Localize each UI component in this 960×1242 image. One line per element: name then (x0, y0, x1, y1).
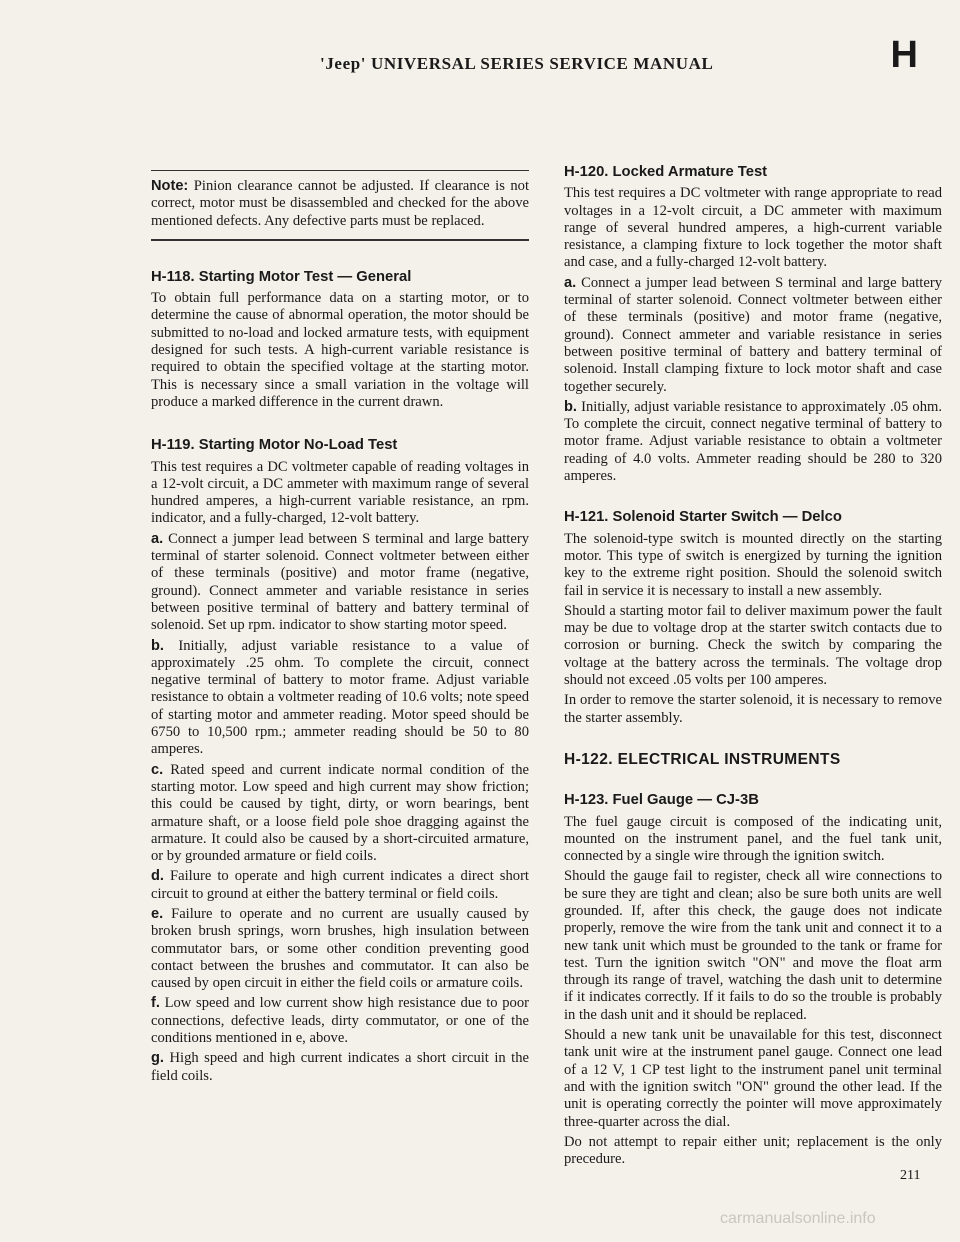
watermark: carmanualsonline.info (720, 1210, 876, 1227)
note-box (151, 170, 529, 241)
section-heading: H-123. Fuel Gauge — CJ-3B (564, 792, 759, 809)
list-item (151, 868, 529, 903)
list-item (564, 275, 942, 396)
item-label: g. (151, 1050, 164, 1067)
list-item (151, 1050, 529, 1085)
item-text: Rated speed and current indicate normal condition of the starting motor. Low speed and high current may show friction; this could be caused by tight, dirty, or worn bearings, bent armature shaft, or a loose field pole shoe dragging against the armature. It could also be caused by a short-circuited armature, or by grounded armature or field coils. (151, 761, 529, 865)
item-text: Connect a jumper lead between S terminal and large battery terminal of starter solenoid. Connect voltmeter between either of these terminals (positive) and motor frame (negative, ground). Connect ammeter and variable resistance in series between positive terminal of battery and battery terminal of solenoid. Install clamping fixture to lock motor shaft and case together securely. (564, 274, 942, 395)
section-h119 (151, 437, 529, 1085)
section-h122 (564, 751, 942, 768)
section-heading: H-118. Starting Motor Test — General (151, 268, 412, 285)
section-intro: This test requires a DC voltmeter capable of reading voltages in a 12-volt circuit, a DC ammeter with maximum range of several hundred amperes, a high-current variable resistance, an rpm. indicator, and a fully-charged, 12-volt battery. (151, 458, 529, 527)
item-text: Low speed and low current show high resistance due to poor connections, defective leads, dirty commutator, or one of the conditions mentioned in e, above. (151, 995, 529, 1047)
list-item (564, 399, 942, 485)
paragraph: The solenoid-type switch is mounted directly on the starting motor. This type of switch is energized by turning the ignition key to the extreme right position. Should the solenoid switch fail in service it is necessary to install a new assembly. (564, 530, 942, 599)
item-text: Failure to operate and no current are usually caused by broken brush springs, worn brushes, high insulation between commutator bars, or some other condition preventing good contact between the brushes and commutator. It can also be caused by open circuit in either the field coils or armature coils. (151, 905, 529, 992)
list-item (151, 762, 529, 866)
paragraph: In order to remove the starter solenoid, it is necessary to remove the starter assembly. (564, 692, 942, 726)
item-label: c. (151, 761, 164, 778)
list-item (151, 906, 529, 992)
section-h121 (564, 509, 942, 727)
paragraph: The fuel gauge circuit is composed of the indicating unit, mounted on the instrument panel, and the fuel tank unit, connected by a single wire through the ignition switch. (564, 813, 942, 865)
section-heading: H-119. Starting Motor No-Load Test (151, 437, 398, 454)
page-header: 'Jeep' UNIVERSAL SERIES SERVICE MANUAL (320, 54, 714, 73)
item-text: Initially, adjust variable resistance to approximately .05 ohm. To complete the circuit, connect negative terminal of battery to motor frame. Adjust variable resistance to obtain a voltmeter reading of 4.0 volts. Ammeter reading should be 280 to 320 amperes. (564, 398, 942, 485)
section-letter: H (890, 34, 918, 76)
item-text: Connect a jumper lead between S terminal and large battery terminal of starter solenoid. Connect voltmeter between either of these terminals (positive) and motor frame (negative, ground). Connect ammeter and variable resistance in series between positive terminal of battery and battery terminal of solenoid. Set up rpm. indicator to show starting motor speed. (151, 530, 529, 634)
item-text: Failure to operate and high current indicates a direct short circuit to ground at either the battery terminal or field coils. (151, 868, 529, 902)
item-label: b. (151, 637, 164, 654)
item-text: Initially, adjust variable resistance to a value of approximately .25 ohm. To complete the circuit, connect negative terminal of battery to motor frame. Adjust variable resistance to obtain a voltmeter reading of 10.6 volts; note speed of starting motor and ammeter reading. Motor speed should be 6750 to 10,500 rpm.; ammeter reading should be 50 to 80 amperes. (151, 637, 529, 758)
list-item (151, 638, 529, 759)
note-text: Pinion clearance cannot be adjusted. If clearance is not correct, motor must be disassembled and checked for the above mentioned defects. Any defective parts must be replaced. (151, 178, 530, 229)
section-intro: This test requires a DC voltmeter with range appropriate to read voltages in a 12-volt circuit, a DC ammeter with maximum range of several hundred amperes, a high-current variable resistance, a clamping fixture to lock together the motor shaft and case, and a fully-charged 12-volt battery. (564, 185, 942, 271)
section-h123 (564, 792, 942, 1168)
left-column (151, 170, 529, 1111)
paragraph: Do not attempt to repair either unit; replacement is the only precedure. (564, 1133, 942, 1168)
section-heading: H-120. Locked Armature Test (564, 164, 768, 180)
paragraph: Should a new tank unit be unavailable for this test, disconnect tank unit wire at the instrument panel gauge. Connect one lead of a 12 V, 1 CP test light to the instrument panel unit terminal and with the ignition switch "ON" ground the other lead. If the unit is operating correctly the pointer will move approximately three-quarter across the dial. (564, 1027, 942, 1130)
list-item (151, 531, 529, 635)
paragraph: Should the gauge fail to register, check all wire connections to be sure they are tight and clean; also be sure both units are well grounded. If, after this check, the gauge does not indicate properly, remove the wire from the tank unit and connect it to a new tank unit which must be grounded to the tank or frame for test. Turn the ignition switch "ON" and move the float arm through its range of travel, watching the dash unit to determine if it indicates correctly. If it fails to do so the trouble is probably in the dash unit and it should be replaced. (564, 868, 942, 1023)
note-label: Note: (151, 178, 189, 194)
right-column (564, 164, 942, 1194)
item-label: a. (564, 274, 577, 291)
list-item (151, 995, 529, 1047)
section-h118 (151, 269, 529, 411)
item-label: e. (151, 905, 164, 922)
section-body: To obtain full performance data on a starting motor, or to determine the cause of abnormal operation, the motor should be submitted to no-load and locked armature tests, with equipment designed for such tests. A high-current variable resistance is required to obtain the specified voltage at the starting motor. This is necessary since a small variation in the voltage will produce a marked difference in the current drawn. (151, 290, 529, 410)
item-text: High speed and high current indicates a short circuit in the field coils. (151, 1050, 529, 1084)
item-label: a. (151, 530, 164, 547)
page-number: 211 (900, 1168, 921, 1183)
section-h120 (564, 164, 942, 485)
item-label: d. (151, 868, 164, 885)
paragraph: Should a starting motor fail to deliver maximum power the fault may be due to voltage drop at the starter switch contacts due to corrosion or burning. Check the switch by comparing the voltage at the battery across the terminals. The voltage drop should not exceed .05 volts per 100 amperes. (564, 602, 942, 689)
section-heading: H-122. ELECTRICAL INSTRUMENTS (564, 750, 841, 768)
section-heading: H-121. Solenoid Starter Switch — Delco (564, 509, 842, 526)
item-label: f. (151, 995, 160, 1012)
item-label: b. (564, 398, 577, 415)
